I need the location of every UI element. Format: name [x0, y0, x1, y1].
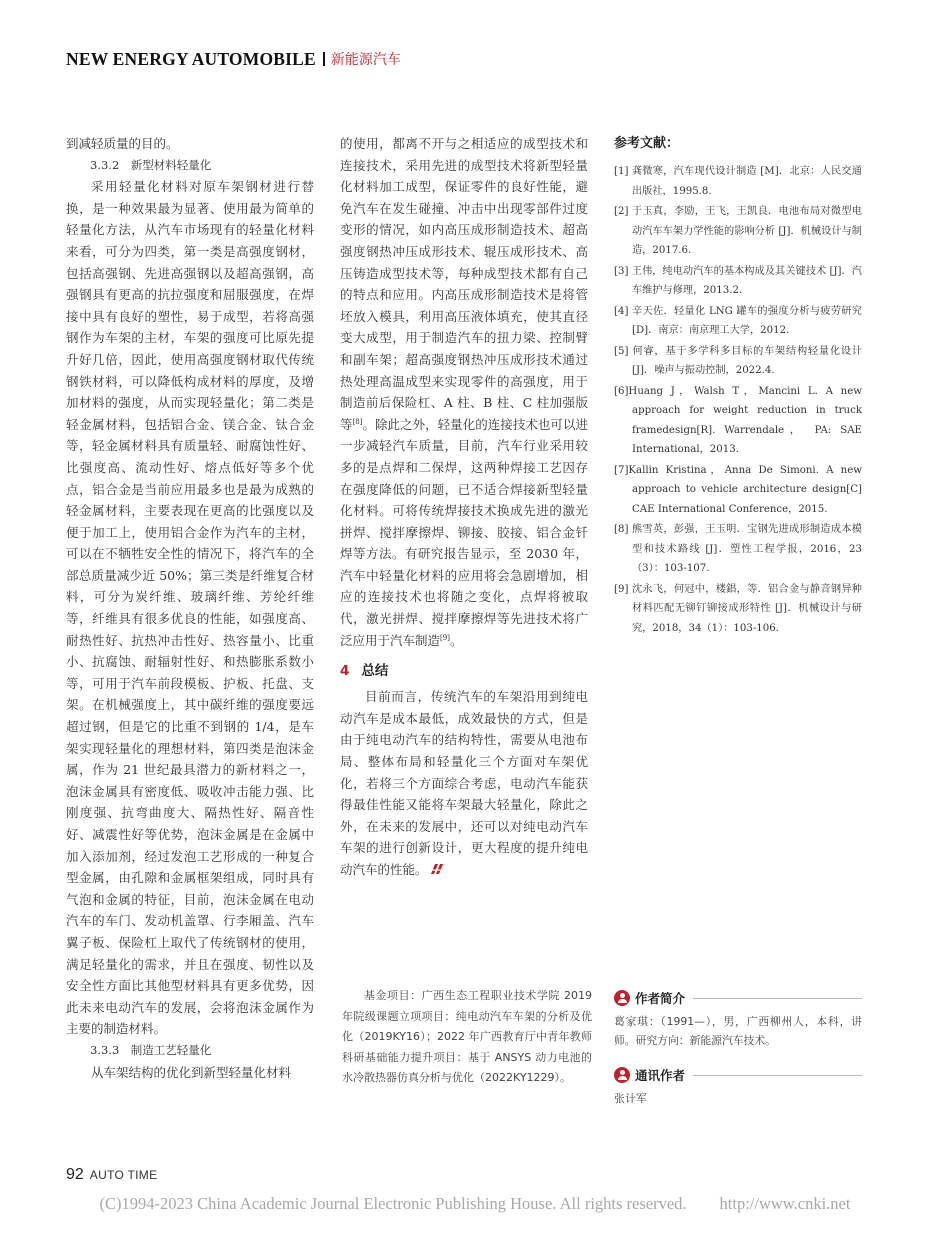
person-icon — [614, 990, 630, 1006]
journal-title-en: NEW ENERGY AUTOMOBILE — [66, 48, 316, 69]
paragraph: 采用轻量化材料对原车架钢材进行替换，是一种效果最为显著、使用最为简单的轻量化方法，从汽车市场现有的轻量化材料来看，可分为四类，第一类是高强度钢材，包括高强钢、先进高强钢以及超高强钢，高强钢具有更高的抗拉强度和屈服强度，在焊接中具有良好的塑性，易于成型，若将高强钢作为车架的主材，车架的强度可比原先提升好几倍，因此，使用高强度钢材取代传统钢铁材料，可以降低构成材料的厚度，及增加材料的强度，从而实现轻量化；第二类是轻金属材料，包括铝合金、镁合金、钛合金等，轻金属材料具有质量轻、耐腐蚀性好、比强度高、流动性好、熔点低好等多个优点，铝合金是当前应用最多也是最为成熟的轻金属材料，主要表现在更高的比强度以及便于加工上，使用铝合金作为汽车的主材，可以在不牺牲安全性的情况下，将汽车的全部总质量减少近 50%；第三类是纤维复合材料，可分为炭纤维、玻璃纤维、芳纶纤维等，纤维具有很多优良的性能，如强度高、耐热性好、抗热冲击性好、热容量小、比重小、抗腐蚀、耐辐射性好、和热膨胀系数小等，可用于汽车前段模板、护板、托盘、支架。在机械强度上，其中碳纤维的强度要远超过钢，但是它的比重不到钢的 1/4，是车架实现轻量化的理想材料，第四类是泡沫金属，作为 21 世纪最具潜力的新材料之一，泡沫金属具有密度低、吸收冲击能力强、比刚度强、抗弯曲度大、隔热性好、隔音性好、减震性好等优势，泡沫金属是在金属中加入添加剂，经过发泡工艺形成的一种复合型金属，由孔隙和金属框架组成，同时具有气泡和金属的特征，目前，泡沫金属在电动汽车的车门、发动机盖罩、行李厢盖、汽车翼子板、保险杠上取代了传统钢材的使用，满足轻量化的需求，并且在强度、韧性以及安全性方面比其他型材料具有更多优势，因此未来电动汽车的发展，会将泡沫金属作为主要的制造材料。 — [66, 179, 314, 1037]
body-column-1 — [66, 133, 314, 1083]
author-bio-heading — [614, 988, 862, 1008]
page-number: 92 — [66, 1166, 84, 1183]
paragraph: 从车架结构的优化到新型轻量化材料 — [91, 1064, 292, 1080]
corresponding-author-title: 通讯作者 — [635, 1068, 686, 1083]
reference-item: [8] 熊雪英，彭强，王玉明．宝钢先进成形制造成本模型和技术路线 [J]．塑性工程学报，2016，23（3）：103-107. — [614, 524, 862, 574]
reference-item: [5] 何睿，基于多学科多目标的车架结构轻量化设计 [J]．噪声与振动控制，2022.4. — [614, 345, 862, 376]
reference-item: [3] 王伟，纯电动汽车的基本构成及其关键技术 [J]．汽车维护与修理，2013.2. — [614, 265, 862, 296]
body-column-2 — [340, 133, 588, 881]
person-icon — [614, 1067, 630, 1083]
running-header — [66, 47, 401, 71]
paragraph — [340, 133, 588, 651]
divider — [693, 1075, 862, 1076]
paragraph-text: 的使用，都离不开与之相适应的成型技术和连接技术，采用先进的成型技术将新型轻量化材料加工成型，保证零件的良好性能，避免汽车在发生碰撞、冲击中出现零部件过度变形的情况，如内高压成形制造技术、超高强度钢热冲压成形技术、辊压成形技术、高压铸造成型技术等，每种成型技术都有自己的特点和应用。内高压成形制造技术是将管坯放入模具，利用高压液体填充，使其直径变大成型，用于制造汽车的扭力梁、控制臂和副车架；超高强度钢热冲压成形技术通过热处理高温成型来实现零件的高强度，用于制造前后保险杠、A 柱、B 柱、C 柱加强版等 — [340, 136, 588, 432]
funding-note: 基金项目：广西生态工程职业技术学院 2019 年院级课题立项项目：纯电动汽车车架的分析及优化（2019KY16）；2022 年广西教育厅中青年教师科研基础能力提升项目：基于 ANSYS 动力电池的水冷散热器仿真分析与优化（2022KY1229）。 — [342, 989, 592, 1085]
reference-item: [2] 于玉真，李励，王飞，王凯良．电池布局对微型电动汽车车架力学性能的影响分析 [J]．机械设计与制造，2017.6. — [614, 206, 862, 256]
copyright-watermark: (C)1994-2023 China Academic Journal Electronic Publishing House. All rights reserved. http://www.cnki.net — [99, 1194, 851, 1213]
reference-item: [1] 龚微寒，汽车现代设计制造 [M]．北京：人民交通出版社，1995.8. — [614, 166, 862, 197]
reference-item: [9] 沈永飞，何冠中，楼錩，等．铝合金与静音钢异种材料匹配无铆钉铆接成形特性 [J]．机械设计与研究，2018，34（1）：103-106. — [614, 583, 862, 634]
paragraph-text: 目前而言，传统汽车的车架沿用到纯电动汽车是成本最低，成效最快的方式，但是由于纯电动汽车的结构特性，需要从电池布局、整体布局和轻量化三个方面对车架优化，若将三个方面综合考虑，电动汽车能获得最佳性能又能将车架最大轻量化，除此之外，在未来的发展中，还可以对纯电动汽车车架的进行创新设计，更大程度的提升纯电动汽车的性能。 — [340, 689, 588, 877]
author-bio-text: 葛家琪：（1991—），男，广西柳州人，本科，讲师。研究方向：新能源汽车技术。 — [614, 1015, 862, 1047]
section-title-cn: 新能源汽车 — [330, 52, 401, 68]
section-number: 4 — [340, 663, 350, 680]
end-of-article-icon — [430, 863, 444, 875]
references-title: 参考文献： — [614, 136, 680, 151]
paragraph-text: 。 — [449, 632, 463, 648]
paragraph: 到减轻质量的目的。 — [66, 136, 179, 151]
corresponding-author-name: 张计军 — [614, 1092, 647, 1105]
reference-item: [4] 辛天佐．轻量化 LNG 罐车的强度分析与疲劳研究 [D]．南京：南京理工大学，2012. — [614, 305, 862, 336]
citation-ref[interactable]: [9] — [440, 633, 450, 642]
reference-item: [6]Huang J，Walsh T，Mancini L. A new approach for weight reduction in truck framedesign[R]. Warrendale， PA: SAE International，2013. — [614, 385, 862, 455]
references — [614, 133, 862, 639]
reference-item: [7]Kallin Kristina，Anna De Simoni. A new approach to vehicle architecture design[C] CAE International Conference，2015. — [614, 464, 862, 515]
header-divider — [323, 52, 325, 66]
subsection-heading-3-3-3: 3.3.3 制造工艺轻量化 — [90, 1042, 212, 1057]
author-bio-title: 作者简介 — [635, 991, 686, 1006]
page-footer — [66, 1166, 157, 1184]
citation-ref[interactable]: [8] — [352, 417, 363, 426]
corresponding-author-heading — [614, 1065, 862, 1085]
paragraph-text: 。除此之外，轻量化的连接技术也可以进一步减轻汽车质量，目前，汽车行业采用较多的是点焊和二保焊，这两种焊接工艺因存在强度降低的问题，已不适合焊接新型轻量化材料。可将传统焊接技术换成先进的激光拼焊、搅拌摩擦焊、铆接、胶接、铝合金钎焊等方法。有研究报告显示，至 2030 年，汽车中轻量化材料的应用将会急剧增加，相应的连接技术也将随之变化，点焊将被取代，激光拼焊、搅拌摩擦焊等先进技术将广泛应用于汽车制造 — [340, 416, 588, 648]
section-heading-4 — [340, 659, 588, 683]
paragraph — [340, 686, 588, 880]
section-title: 总结 — [361, 663, 389, 680]
subsection-heading-3-3-2: 3.3.2 新型材料轻量化 — [90, 157, 212, 172]
magazine-name: AUTO TIME — [89, 1168, 158, 1182]
divider — [693, 998, 862, 999]
